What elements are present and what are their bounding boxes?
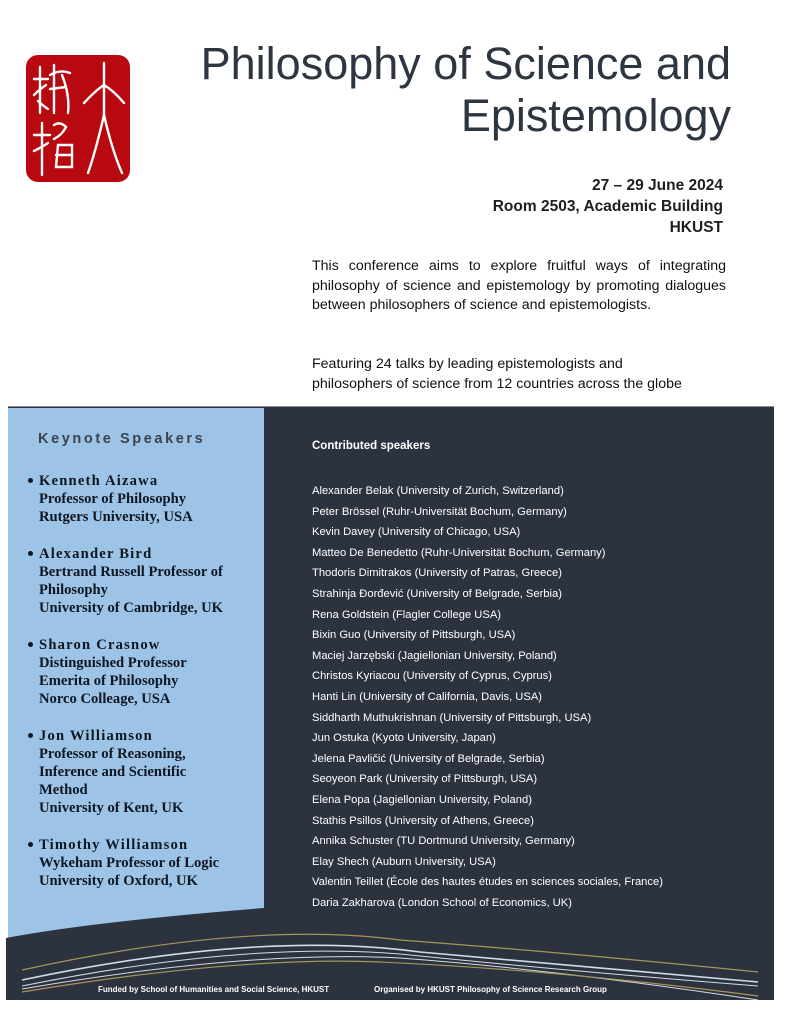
keynote-speaker-detail: Distinguished Professor	[39, 655, 187, 671]
contributed-speaker: Valentin Teillet (École des hautes études en sciences sociales, France)	[312, 876, 663, 889]
keynote-speaker-detail: Bertrand Russell Professor of	[39, 564, 223, 580]
keynote-speaker	[28, 636, 264, 708]
funded-by-text: Funded by School of Humanities and Social Science, HKUST	[98, 985, 330, 994]
keynote-speaker-list	[28, 472, 264, 909]
bullet-icon	[28, 551, 33, 556]
contributed-speaker: Thodoris Dimitrakos (University of Patras, Greece)	[312, 567, 562, 580]
conference-description: This conference aims to explore fruitful ways of integrating philosophy of science and epistemology by promoting dialogues between philosophers of science and epistemologists.	[312, 258, 726, 313]
contributed-speaker: Christos Kyriacou (University of Cyprus, Cyprus)	[312, 670, 552, 683]
bullet-icon	[28, 842, 33, 847]
keynote-speaker-name: Timothy Williamson	[39, 837, 189, 853]
contributed-speaker: Jun Ostuka (Kyoto University, Japan)	[312, 732, 496, 745]
contributed-speaker: Kevin Davey (University of Chicago, USA)	[312, 526, 521, 539]
feature-line-1: Featuring 24 talks by leading epistemologists and	[312, 356, 623, 372]
keynote-speaker-detail: Emerita of Philosophy	[39, 673, 179, 689]
contributed-heading: Contributed speakers	[312, 440, 431, 452]
contributed-speaker: Alexander Belak (University of Zurich, Switzerland)	[312, 485, 564, 497]
keynote-speaker-detail: Method	[39, 782, 88, 798]
page-title	[131, 38, 731, 142]
contributed-speaker: Strahinja Đorđević (University of Belgrade, Serbia)	[312, 587, 562, 600]
contributed-speaker: Elena Popa (Jagiellonian University, Poland)	[312, 793, 532, 806]
keynote-speaker	[28, 545, 264, 617]
contributed-speaker: Rena Goldstein (Flagler College USA)	[312, 608, 502, 621]
contributed-speaker-list	[312, 481, 663, 913]
contributed-speaker: Siddharth Muthukrishnan (University of Pittsburgh, USA)	[312, 711, 592, 724]
seal-logo	[26, 55, 130, 182]
bullet-icon	[28, 733, 33, 738]
contributed-speaker: Bixin Guo (University of Pittsburgh, USA)	[312, 629, 516, 642]
contributed-speaker: Matteo De Benedetto (Ruhr-Universität Bochum, Germany)	[312, 546, 606, 559]
keynote-speaker	[28, 727, 264, 817]
feature-text	[312, 355, 732, 394]
keynote-speaker-name: Sharon Crasnow	[39, 637, 161, 653]
event-info	[303, 175, 723, 238]
contributed-speaker: Jelena Pavličić (University of Belgrade, Serbia)	[312, 752, 545, 765]
keynote-speaker-detail: University of Kent, UK	[39, 800, 184, 816]
contributed-speaker: Hanti Lin (University of California, Davis, USA)	[312, 690, 543, 703]
contributed-speaker: Stathis Psillos (University of Athens, Greece)	[312, 814, 534, 827]
keynote-speaker-detail: Philosophy	[39, 582, 108, 598]
keynote-speaker-detail: Professor of Philosophy	[39, 491, 187, 507]
keynote-speaker-name: Kenneth Aizawa	[39, 473, 159, 489]
feature-line-2: philosophers of science from 12 countries across the globe	[312, 375, 682, 392]
keynote-speaker-detail: Wykeham Professor of Logic	[39, 855, 220, 871]
title-line-1: Philosophy of Science and	[200, 38, 731, 89]
keynote-speaker	[28, 472, 264, 526]
title-line-2: Epistemology	[460, 90, 731, 141]
keynote-speaker-detail: Professor of Reasoning,	[39, 746, 186, 762]
keynote-speaker-detail: Rutgers University, USA	[39, 509, 193, 525]
keynote-heading: Keynote Speakers	[38, 431, 206, 447]
event-venue: Room 2503, Academic Building	[492, 198, 723, 215]
event-dates: 27 – 29 June 2024	[592, 177, 723, 194]
keynote-speaker-detail: Norco Colleage, USA	[39, 691, 171, 707]
keynote-speaker	[28, 836, 264, 890]
bullet-icon	[28, 642, 33, 647]
keynote-speaker-detail: Inference and Scientific	[39, 764, 187, 780]
contributed-speaker: Seoyeon Park (University of Pittsburgh, USA)	[312, 773, 538, 786]
contributed-speaker: Peter Brössel (Ruhr-Universität Bochum, Germany)	[312, 505, 567, 518]
contributed-speaker: Annika Schuster (TU Dortmund University, Germany)	[312, 835, 575, 848]
keynote-speaker-detail: University of Cambridge, UK	[39, 600, 224, 616]
seal-logo-icon	[26, 55, 130, 182]
keynote-speaker-name: Jon Williamson	[39, 728, 153, 744]
contributed-speaker: Elay Shech (Auburn University, USA)	[312, 855, 496, 868]
contributed-speaker: Daria Zakharova (London School of Economics, UK)	[312, 896, 572, 909]
keynote-speaker-detail: University of Oxford, UK	[39, 873, 198, 889]
keynote-speaker-name: Alexander Bird	[39, 546, 153, 562]
event-institution: HKUST	[669, 219, 723, 236]
contributed-speaker: Maciej Jarzębski (Jagiellonian University, Poland)	[312, 649, 557, 662]
organised-by-text: Organised by HKUST Philosophy of Science Research Group	[374, 985, 607, 994]
bullet-icon	[28, 478, 33, 483]
